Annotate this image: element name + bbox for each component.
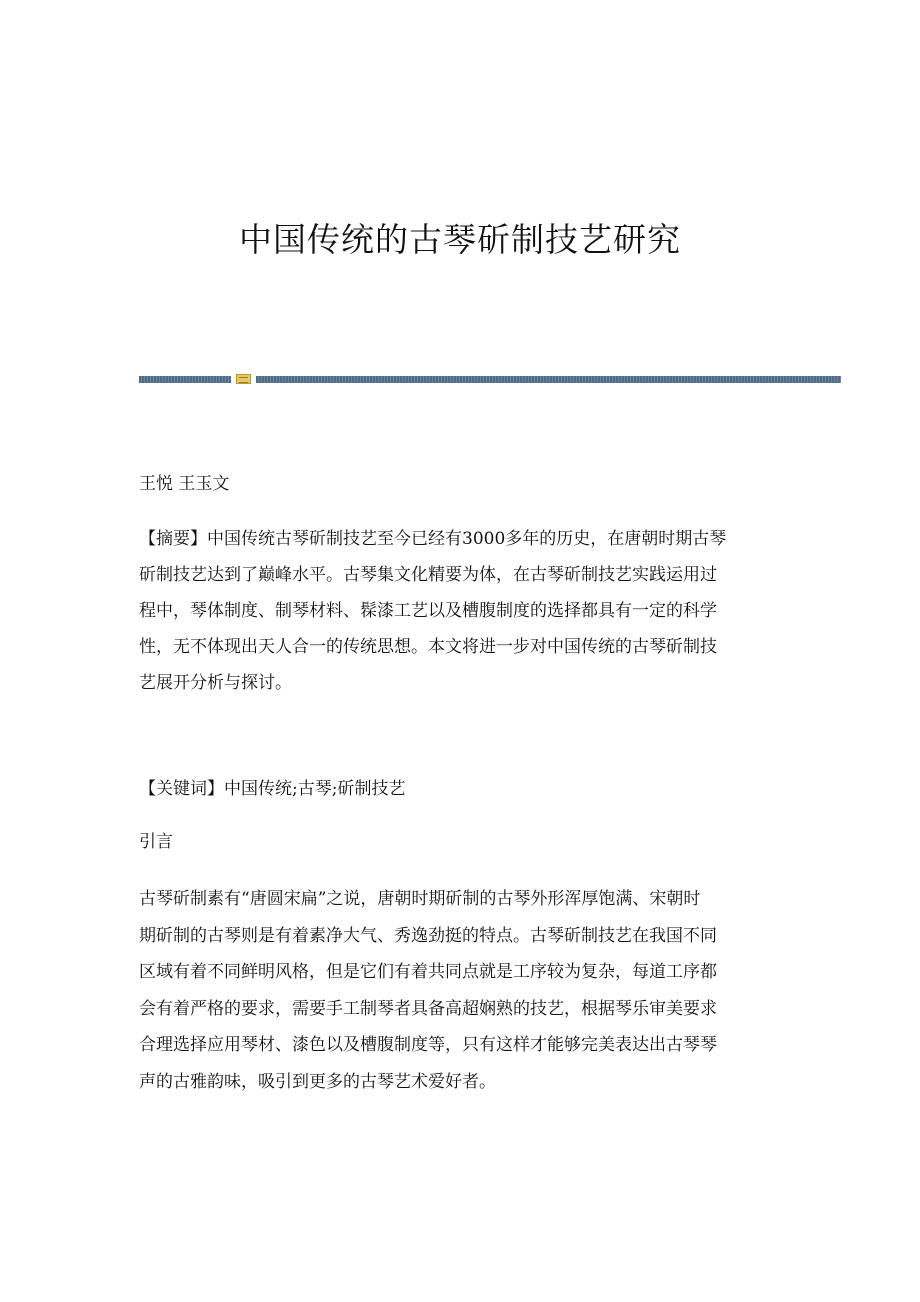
paragraph-line: 期斫制的古琴则是有着素净大气、秀逸劲挺的特点。古琴斫制技艺在我国不同	[139, 925, 717, 946]
abstract-line: 【摘要】中国传统古琴斫制技艺至今已经有3000多年的历史，在唐朝时期古琴	[139, 529, 727, 549]
authors: 王悦 王玉文	[139, 474, 230, 494]
section-heading-introduction: 引言	[139, 832, 173, 852]
paragraph-line: 声的古雅韵味，吸引到更多的古琴艺术爱好者。	[139, 1071, 496, 1092]
abstract-line: 程中，琴体制度、制琴材料、髹漆工艺以及槽腹制度的选择都具有一定的科学	[139, 601, 717, 621]
document-title: 中国传统的古琴斫制技艺研究	[239, 220, 681, 259]
body-paragraph	[139, 881, 789, 1100]
paragraph-line: 会有着严格的要求，需要手工制琴者具备高超娴熟的技艺，根据琴乐审美要求	[139, 998, 717, 1019]
paragraph-line: 区域有着不同鲜明风格，但是它们有着共同点就是工序较为复杂，每道工序都	[139, 962, 717, 982]
divider-bar-left	[139, 376, 231, 383]
divider-bar-right	[256, 376, 841, 383]
decorative-ornament-icon	[236, 374, 251, 384]
abstract-line: 斫制技艺达到了巅峰水平。古琴集文化精要为体，在古琴斫制技艺实践运用过	[139, 565, 717, 585]
title-divider	[139, 374, 841, 384]
abstract-line: 艺展开分析与探讨。	[139, 673, 292, 693]
keywords: 【关键词】中国传统;古琴;斫制技艺	[139, 779, 406, 799]
paragraph-line: 古琴斫制素有“唐圆宋扁”之说，唐朝时期斫制的古琴外形浑厚饱满、宋朝时	[139, 889, 701, 909]
abstract	[139, 521, 789, 701]
abstract-line: 性，无不体现出天人合一的传统思想。本文将进一步对中国传统的古琴斫制技	[139, 637, 717, 657]
paragraph-line: 合理选择应用琴材、漆色以及槽腹制度等，只有这样才能够完美表达出古琴琴	[139, 1035, 717, 1055]
